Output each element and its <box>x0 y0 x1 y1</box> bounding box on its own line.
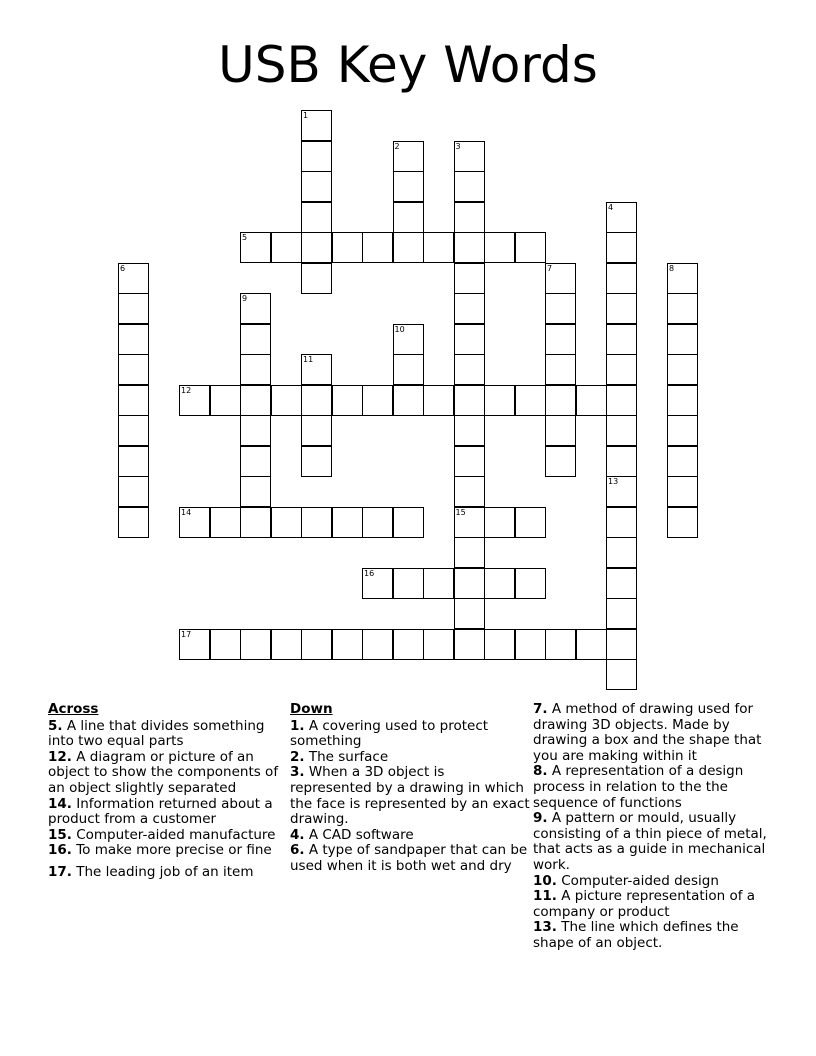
grid-cell[interactable] <box>393 354 424 385</box>
clue-number: 9 <box>242 294 248 303</box>
clue-item-text: Computer-aided manufacture <box>76 826 276 843</box>
grid-cell[interactable] <box>606 202 637 233</box>
grid-cell[interactable] <box>515 629 546 660</box>
clue-item-number: 6. <box>290 842 305 859</box>
grid-cell[interactable] <box>606 568 637 599</box>
clue-item <box>533 764 773 811</box>
grid-cell[interactable] <box>423 232 454 263</box>
grid-cell[interactable] <box>606 598 637 629</box>
grid-cell[interactable] <box>240 293 271 324</box>
grid-cell[interactable] <box>545 324 576 355</box>
grid-cell[interactable] <box>454 598 485 629</box>
grid-cell[interactable] <box>454 202 485 233</box>
grid-cell[interactable] <box>393 141 424 172</box>
clue-item <box>533 874 773 890</box>
grid-cell[interactable] <box>301 232 332 263</box>
grid-cell[interactable] <box>118 415 149 446</box>
clue-item <box>290 828 530 844</box>
grid-cell[interactable] <box>118 446 149 477</box>
grid-cell[interactable] <box>545 385 576 416</box>
down-clues-column <box>290 702 530 875</box>
clue-item-text: A picture representation of a company or product <box>533 888 756 920</box>
clue-item-text: A diagram or picture of an object to show the components of an object slightly separated <box>48 748 279 796</box>
grid-cell[interactable] <box>393 324 424 355</box>
grid-cell[interactable] <box>301 415 332 446</box>
clue-item-number: 4. <box>290 826 305 843</box>
grid-cell[interactable] <box>393 629 424 660</box>
grid-cell[interactable] <box>515 232 546 263</box>
clue-item-text: A line that divides something into two equal parts <box>48 717 265 750</box>
grid-cell[interactable] <box>545 354 576 385</box>
grid-cell[interactable] <box>454 171 485 202</box>
grid-cell[interactable] <box>454 324 485 355</box>
grid-cell[interactable] <box>210 507 241 538</box>
grid-cell[interactable] <box>667 415 698 446</box>
grid-cell[interactable] <box>179 507 210 538</box>
grid-cell[interactable] <box>454 263 485 294</box>
grid-cell[interactable] <box>118 354 149 385</box>
grid-cell[interactable] <box>606 507 637 538</box>
clue-item-number: 14. <box>48 795 72 812</box>
clue-number: 13 <box>608 477 619 486</box>
grid-cell[interactable] <box>606 537 637 568</box>
grid-cell[interactable] <box>667 385 698 416</box>
clue-number: 5 <box>242 233 248 242</box>
clue-number: 16 <box>364 568 375 578</box>
grid-cell[interactable] <box>332 629 363 660</box>
clue-item <box>533 811 773 873</box>
grid-cell[interactable] <box>515 507 546 538</box>
grid-cell[interactable] <box>362 507 393 538</box>
grid-cell[interactable] <box>240 385 271 416</box>
grid-cell[interactable] <box>606 232 637 263</box>
clue-item <box>48 797 288 828</box>
grid-cell[interactable] <box>454 507 485 538</box>
grid-cell[interactable] <box>423 385 454 416</box>
clue-item <box>533 889 773 920</box>
grid-cell[interactable] <box>606 354 637 385</box>
grid-cell[interactable] <box>362 629 393 660</box>
clue-item-text: When a 3D object is represented by a drawing in which the face is represented by an exact drawing. <box>290 764 530 828</box>
clue-number: 14 <box>181 507 192 517</box>
grid-cell[interactable] <box>118 507 149 538</box>
grid-cell[interactable] <box>606 263 637 294</box>
down-clues-continued-column <box>533 702 773 952</box>
grid-cell[interactable] <box>545 415 576 446</box>
grid-cell[interactable] <box>545 293 576 324</box>
clue-item-number: 1. <box>290 717 305 734</box>
grid-cell[interactable] <box>240 629 271 660</box>
grid-cell[interactable] <box>301 202 332 233</box>
clue-number: 6 <box>120 263 126 273</box>
clue-item-number: 7. <box>533 701 548 717</box>
grid-cell[interactable] <box>271 232 302 263</box>
grid-cell[interactable] <box>606 293 637 324</box>
across-clues-column <box>48 702 288 881</box>
clue-item-number: 11. <box>533 888 557 905</box>
clue-item <box>533 920 773 951</box>
grid-cell[interactable] <box>362 568 393 599</box>
grid-cell[interactable] <box>606 415 637 446</box>
grid-cell[interactable] <box>362 385 393 416</box>
grid-cell[interactable] <box>332 385 363 416</box>
grid-cell[interactable] <box>393 507 424 538</box>
grid-cell[interactable] <box>667 324 698 355</box>
clue-item-number: 10. <box>533 872 557 889</box>
grid-cell[interactable] <box>454 293 485 324</box>
grid-cell[interactable] <box>118 263 149 294</box>
grid-cell[interactable] <box>454 415 485 446</box>
grid-cell[interactable] <box>393 385 424 416</box>
clue-item-text: A type of sandpaper that can be used when it is both wet and dry <box>290 842 528 874</box>
grid-cell[interactable] <box>667 507 698 538</box>
grid-cell[interactable] <box>454 354 485 385</box>
clue-item-text: The line which defines the shape of an object. <box>533 919 739 951</box>
clue-number: 15 <box>455 507 466 517</box>
grid-cell[interactable] <box>606 324 637 355</box>
grid-cell[interactable] <box>484 507 515 538</box>
grid-cell[interactable] <box>240 476 271 507</box>
grid-cell[interactable] <box>576 629 607 660</box>
clue-item <box>48 865 288 881</box>
across-heading: Across <box>48 701 99 717</box>
clue-number: 12 <box>181 385 192 395</box>
clue-item <box>48 719 288 750</box>
grid-cell[interactable] <box>240 354 271 385</box>
clue-item-text: A pattern or mould, usually consisting of a thin piece of metal, that acts as a guide in mechanical work. <box>533 810 767 873</box>
grid-cell[interactable] <box>576 385 607 416</box>
clue-item-text: Information returned about a product from a customer <box>48 795 273 828</box>
clue-item-text: A covering used to protect something <box>290 717 489 750</box>
clue-item <box>290 765 530 827</box>
grid-cell[interactable] <box>423 568 454 599</box>
puzzle-title: USB Key Words <box>218 36 598 94</box>
grid-cell[interactable] <box>484 385 515 416</box>
down-heading: Down <box>290 701 333 717</box>
grid-cell[interactable] <box>545 629 576 660</box>
grid-cell[interactable] <box>179 629 210 660</box>
clue-item-text: The surface <box>308 748 389 765</box>
grid-cell[interactable] <box>240 446 271 477</box>
grid-cell[interactable] <box>667 293 698 324</box>
clue-item <box>290 843 530 874</box>
clue-item-number: 8. <box>533 763 548 780</box>
grid-cell[interactable] <box>484 232 515 263</box>
grid-cell[interactable] <box>301 629 332 660</box>
clue-item-number: 15. <box>48 826 72 843</box>
grid-cell[interactable] <box>271 385 302 416</box>
grid-cell[interactable] <box>271 507 302 538</box>
clue-item <box>533 702 773 764</box>
grid-cell[interactable] <box>454 629 485 660</box>
grid-cell[interactable] <box>545 263 576 294</box>
grid-cell[interactable] <box>118 385 149 416</box>
clue-number: 7 <box>547 263 553 273</box>
grid-cell[interactable] <box>606 629 637 660</box>
grid-cell[interactable] <box>454 476 485 507</box>
grid-cell[interactable] <box>606 446 637 477</box>
grid-cell[interactable] <box>332 232 363 263</box>
grid-cell[interactable] <box>301 354 332 385</box>
grid-cell[interactable] <box>606 385 637 416</box>
grid-cell[interactable] <box>301 171 332 202</box>
grid-cell[interactable] <box>393 171 424 202</box>
grid-cell[interactable] <box>454 232 485 263</box>
grid-cell[interactable] <box>240 507 271 538</box>
grid-cell[interactable] <box>210 385 241 416</box>
grid-cell[interactable] <box>301 385 332 416</box>
clue-item-text: A method of drawing used for drawing 3D objects. Made by drawing a box and the shape that you are making within it <box>533 701 762 764</box>
grid-cell[interactable] <box>667 263 698 294</box>
grid-cell[interactable] <box>484 629 515 660</box>
grid-cell[interactable] <box>393 232 424 263</box>
grid-cell[interactable] <box>118 293 149 324</box>
grid-cell[interactable] <box>454 568 485 599</box>
clue-item-number: 9. <box>533 810 548 827</box>
clue-item-text: Computer-aided design <box>561 872 719 889</box>
clue-item <box>48 828 288 844</box>
clue-item-number: 5. <box>48 717 63 734</box>
clue-item-text: A representation of a design process in relation to the the sequence of functions <box>533 763 744 811</box>
grid-cell[interactable] <box>118 324 149 355</box>
grid-cell[interactable] <box>301 110 332 141</box>
clue-number: 4 <box>608 202 614 212</box>
grid-cell[interactable] <box>271 629 302 660</box>
grid-cell[interactable] <box>240 324 271 355</box>
clue-item-number: 12. <box>48 748 72 765</box>
grid-cell[interactable] <box>515 568 546 599</box>
grid-cell[interactable] <box>606 659 637 690</box>
grid-cell[interactable] <box>454 537 485 568</box>
grid-cell[interactable] <box>606 476 637 507</box>
grid-cell[interactable] <box>332 507 363 538</box>
grid-cell[interactable] <box>393 568 424 599</box>
clue-item <box>290 750 530 766</box>
grid-cell[interactable] <box>545 446 576 477</box>
grid-cell[interactable] <box>667 446 698 477</box>
clue-number: 17 <box>181 629 192 639</box>
clue-item-text: To make more precise or fine <box>76 842 272 859</box>
grid-cell[interactable] <box>240 415 271 446</box>
clue-number: 3 <box>455 141 461 151</box>
clue-item-number: 2. <box>290 748 305 765</box>
grid-cell[interactable] <box>301 507 332 538</box>
grid-cell[interactable] <box>362 232 393 263</box>
clue-number: 8 <box>669 263 675 273</box>
grid-cell[interactable] <box>484 568 515 599</box>
grid-cell[interactable] <box>667 476 698 507</box>
grid-cell[interactable] <box>454 446 485 477</box>
clue-item-text: The leading job of an item <box>76 863 254 880</box>
clue-item-text: A CAD software <box>308 826 414 843</box>
grid-cell[interactable] <box>515 385 546 416</box>
grid-cell[interactable] <box>240 232 271 263</box>
clue-number: 2 <box>394 141 400 151</box>
clue-item <box>48 843 288 859</box>
grid-cell[interactable] <box>301 141 332 172</box>
grid-cell[interactable] <box>454 141 485 172</box>
grid-cell[interactable] <box>667 354 698 385</box>
clue-item-number: 17. <box>48 863 72 880</box>
clue-item <box>48 750 288 797</box>
clue-number: 11 <box>303 355 314 364</box>
clue-item-number: 3. <box>290 764 305 781</box>
grid-cell[interactable] <box>301 446 332 477</box>
grid-cell[interactable] <box>179 385 210 416</box>
clue-number: 10 <box>394 324 405 334</box>
clue-item-number: 16. <box>48 842 72 859</box>
grid-cell[interactable] <box>393 202 424 233</box>
grid-cell[interactable] <box>423 629 454 660</box>
clue-number: 1 <box>303 111 309 120</box>
grid-cell[interactable] <box>454 385 485 416</box>
grid-cell[interactable] <box>118 476 149 507</box>
grid-cell[interactable] <box>210 629 241 660</box>
clue-item-number: 13. <box>533 919 557 936</box>
grid-cell[interactable] <box>301 263 332 294</box>
clue-item <box>290 719 530 750</box>
